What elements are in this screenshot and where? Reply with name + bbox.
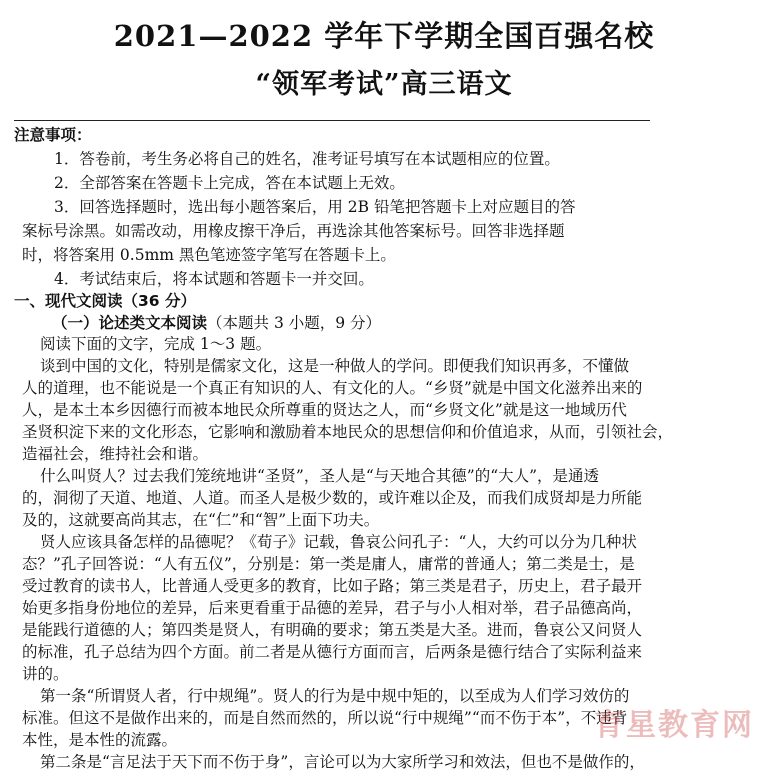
passage-line: 第二条是“言足法于天下而不伤于身”，言论可以为大家所学习和效法，但也不是做作的， [40, 753, 645, 771]
passage-line: 及的，这就要高尚其志，在“仁”和“智”上面下功夫。 [22, 511, 380, 529]
notice-item: 3．回答选择题时，选出每小题答案后，用 2B 铅笔把答题卡上对应题目的答 [54, 198, 576, 216]
notice-heading: 注意事项： [14, 126, 92, 144]
passage-line: 的标准，孔子总结为四个方面。前二者是从德行方面而言，后两条是德行结合了实际利益来 [22, 643, 643, 661]
passage-line: 是能践行道德的人；第四类是贤人，有明确的要求；第五类是大圣。进而，鲁哀公又问贤人 [22, 621, 643, 639]
subsection-note: （本题共 3 小题，9 分） [207, 314, 382, 332]
notice-item: 2．全部答案在答题卡上完成，答在本试题上无效。 [54, 174, 405, 192]
notice-item: 案标号涂黑。如需改动，用橡皮擦干净后，再选涂其他答案标号。回答非选择题 [22, 222, 565, 240]
exam-subtitle: “领军考试”高三语文 [255, 69, 513, 100]
notice-item: 时，将答案用 0.5mm 黑色笔迹签字笔写在答题卡上。 [22, 246, 396, 264]
watermark-logo: 育星教育网 [594, 708, 754, 743]
instruction-text: 阅读下面的文字，完成 1～3 题。 [40, 335, 272, 353]
passage-line: 人的道理，也不能说是一个真正有知识的人、有文化的人。“乡贤”就是中国文化滋养出来的 [22, 379, 643, 397]
title-divider [14, 120, 650, 121]
passage-line: 造福社会，维持社会和谐。 [22, 445, 209, 463]
passage-line: 态？”孔子回答说：“人有五仪”，分别是：第一类是庸人，庸常的普通人；第二类是士，是 [22, 555, 635, 573]
notice-item: 4．考试结束后，将本试题和答题卡一并交回。 [54, 270, 374, 288]
subsection-heading [52, 312, 768, 334]
passage-line: 标准。但这不是做作出来的，而是自然而然的，所以说“行中规绳”“而不伤于本”，不违背 [22, 709, 628, 727]
section-heading: 一、现代文阅读（36 分） [14, 292, 196, 310]
exam-title: 2021—2022 学年下学期全国百强名校 [113, 19, 655, 53]
passage-line: 讲的。 [22, 665, 69, 683]
passage-line: 谈到中国的文化，特别是儒家文化，这是一种做人的学问。即便我们知识再多，不懂做 [40, 357, 630, 375]
subsection-title: （一）论述类文本阅读 [52, 314, 208, 332]
passage-line: 受过教育的读书人，比普通人受更多的教育，比如子路；第三类是君子，历史上，君子最开 [22, 577, 643, 595]
passage-line: 始更多指身份地位的差异，后来更看重于品德的差异，君子与小人相对举，君子品德高尚， [22, 599, 643, 617]
notice-item: 1．答卷前，考生务必将自己的姓名，准考证号填写在本试题相应的位置。 [54, 150, 560, 168]
passage-line: 的，洞彻了天道、地道、人道。而圣人是极少数的，或许难以企及，而我们成贤却是力所能 [22, 489, 643, 507]
passage-line: 圣贤积淀下来的文化形态，它影响和激励着本地民众的思想信仰和价值追求，从而，引领社会， [22, 423, 674, 441]
passage-line: 什么叫贤人？过去我们笼统地讲“圣贤”，圣人是“与天地合其德”的“大人”，是通透 [40, 467, 600, 485]
passage-line: 贤人应该具备怎样的品德呢？《荀子》记载，鲁哀公问孔子：“人，大约可以分为几种状 [40, 533, 637, 551]
passage-line: 本性，是本性的流露。 [22, 731, 178, 749]
passage-line: 人，是本土本乡因德行而被本地民众所尊重的贤达之人，而“乡贤文化”就是这一地域历代 [22, 401, 627, 419]
passage-line: 第一条“所谓贤人者，行中规绳”。贤人的行为是中规中矩的，以至成为人们学习效仿的 [40, 687, 630, 705]
